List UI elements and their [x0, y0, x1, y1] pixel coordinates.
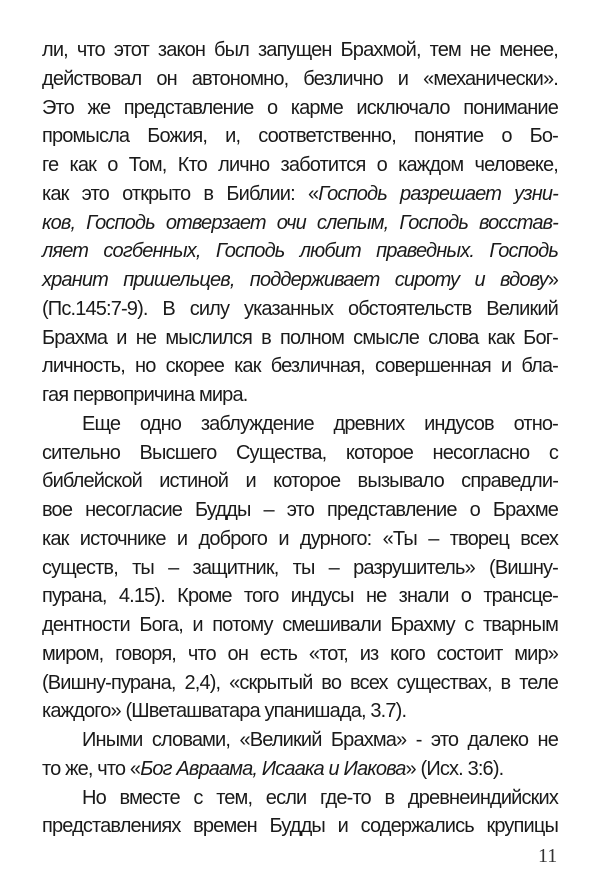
- text-segment: личность, но скорее как безличная, совершенная и бла-: [42, 355, 558, 378]
- text-segment: гая первопричина мира.: [42, 384, 248, 406]
- text-line: [42, 94, 558, 123]
- text-segment: то же, что «: [42, 757, 141, 780]
- text-line: [42, 65, 558, 94]
- text-segment: действовал он автономно, безлично и «механически».: [42, 67, 558, 90]
- italic-quote-text: ков, Господь отверзает очи слепым, Господь восстав-: [42, 211, 558, 234]
- text-line: [42, 439, 558, 468]
- text-line: [42, 640, 558, 669]
- text-line: [42, 582, 558, 611]
- text-line: [42, 554, 558, 583]
- text-line: [42, 324, 558, 353]
- text-line: [42, 669, 558, 698]
- text-line: [42, 151, 558, 180]
- text-segment: (Вишну-пурана, 2,4), «скрытый во всех существах, в теле: [42, 671, 558, 694]
- text-line: [42, 266, 558, 295]
- italic-quote-text: Бог Авраама, Исаака и Иакова: [140, 757, 406, 780]
- italic-quote-text: Господь разрешает узни-: [318, 182, 558, 205]
- text-segment: Это же представление о карме исключало понимание: [42, 96, 558, 119]
- text-segment: библейской истиной и которое вызывало справедли-: [42, 470, 558, 493]
- text-segment: как это открыто в Библии: «: [42, 182, 319, 205]
- text-segment: каждого» (Шветашватара упанишада, 3.7).: [42, 700, 407, 723]
- text-line: [42, 381, 558, 410]
- text-line: [42, 611, 558, 640]
- text-line: [42, 726, 558, 755]
- text-segment: Еще одно заблуждение древних индусов отно-: [82, 412, 558, 435]
- page-number: 11: [538, 845, 558, 867]
- italic-quote-text: ляет согбенных, Господь любит праведных. Господь: [42, 240, 558, 263]
- text-line: [42, 812, 558, 841]
- text-line: [42, 237, 558, 266]
- text-segment: (Пс.145:7-9). В силу указанных обстоятельств Великий: [42, 297, 558, 320]
- text-line: [42, 410, 558, 439]
- text-segment: Но вместе с тем, если где-то в древнеиндийских: [82, 786, 558, 809]
- text-segment: Брахма и не мыслился в полном смысле слова как Бог-: [42, 326, 558, 349]
- text-line: [42, 755, 558, 784]
- text-segment: Иными словами, «Великий Брахма» - это далеко не: [82, 729, 558, 751]
- text-line: [42, 697, 558, 726]
- text-segment: » (Исх. 3:6).: [405, 757, 504, 780]
- italic-quote-text: хранит пришельцев, поддерживает сироту и вдову: [42, 269, 548, 291]
- text-segment: ли, что этот закон был запущен Брахмой, тем не менее,: [42, 39, 558, 61]
- text-segment: представлениях времен Будды и содержались крупицы: [42, 815, 558, 838]
- text-segment: »: [547, 269, 558, 291]
- text-line: [42, 467, 558, 496]
- page-body-text: [42, 36, 558, 841]
- text-line: [42, 180, 558, 209]
- text-segment: дентности Бога, и потому смешивали Брахму с тварным: [42, 614, 558, 636]
- text-line: [42, 36, 558, 65]
- text-line: [42, 525, 558, 554]
- text-segment: промысла Божия, и, соответственно, понятие о Бо-: [42, 125, 558, 148]
- text-line: [42, 784, 558, 813]
- text-segment: миром, говоря, что он есть «тот, из кого состоит мир»: [42, 642, 558, 665]
- text-line: [42, 496, 558, 525]
- text-line: [42, 295, 558, 324]
- text-segment: пурана, 4.15). Кроме того индусы не знали о трансце-: [42, 585, 558, 608]
- text-segment: как источнике и доброго и дурного: «Ты – творец всех: [42, 527, 558, 550]
- text-segment: существ, ты – защитник, ты – разрушитель» (Вишну-: [42, 556, 558, 579]
- text-segment: сительно Высшего Существа, которое несогласно с: [42, 441, 558, 464]
- text-segment: ге как о Том, Кто лично заботится о каждом человеке,: [42, 154, 558, 176]
- text-line: [42, 352, 558, 381]
- text-segment: вое несогласие Будды – это представление о Брахме: [42, 499, 558, 521]
- text-line: [42, 209, 558, 238]
- text-line: [42, 122, 558, 151]
